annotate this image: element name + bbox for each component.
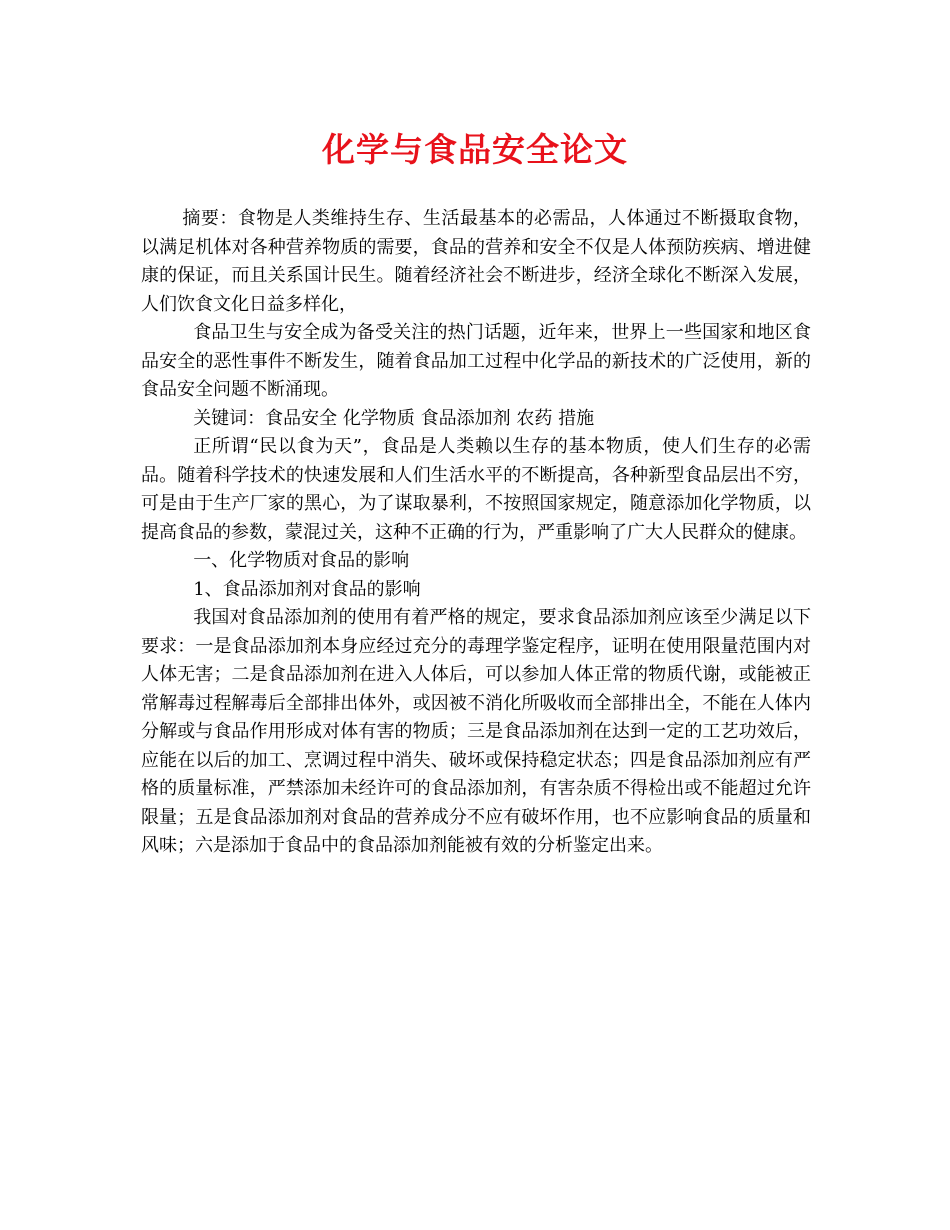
document-body [141,205,811,861]
document-title: 化学与食品安全论文 [322,130,628,169]
body-paragraph: 正所谓“民以食为天”，食品是人类赖以生存的基本物质，使人们生存的必需品。随着科学技术的快速发展和人们生活水平的不断提高，各种新型食品层出不穷，可是由于生产厂家的黑心，为了谋取暴利，不按照国家规定，随意添加化学物质，以提高食品的参数，蒙混过关，这种不正确的行为，严重影响了广大人民群众的健康。 [141,436,811,543]
section-heading: 一、化学物质对食品的影响 [193,550,410,571]
subsection-heading: 1、食品添加剂对食品的影响 [193,578,421,600]
keywords-paragraph: 关键词：食品安全 化学物质 食品添加剂 农药 措施 [193,407,595,429]
body-paragraph: 我国对食品添加剂的使用有着严格的规定，要求食品添加剂应该至少满足以下要求：一是食品添加剂本身应经过充分的毒理学鉴定程序，证明在使用限量范围内对人体无害；二是食品添加剂在进入人体后，可以参加人体正常的物质代谢，或能被正常解毒过程解毒后全部排出体外，或因被不消化所吸收而全部排出全，不能在人体内分解或与食品作用形成对体有害的物质；三是食品添加剂在达到一定的工艺功效后，应能在以后的加工、烹调过程中消失、破坏或保持稳定状态；四是食品添加剂应有严格的质量标准，严禁添加未经许可的食品添加剂，有害杂质不得检出或不能超过允许限量；五是食品添加剂对食品的营养成分不应有破坏作用，也不应影响食品的质量和风味；六是添加于食品中的食品添加剂能被有效的分析鉴定出来。 [141,607,811,856]
body-paragraph: 食品卫生与安全成为备受关注的热门话题，近年来，世界上一些国家和地区食品安全的恶性事件不断发生，随着食品加工过程中化学品的新技术的广泛使用，新的食品安全问题不断涌现。 [141,322,811,400]
abstract-paragraph: 摘要：食物是人类维持生存、生活最基本的必需品，人体通过不断摄取食物，以满足机体对各种营养物质的需要，食品的营养和安全不仅是人体预防疾病、增进健康的保证，而且关系国计民生。随着经济社会不断进步，经济全球化不断深入发展，人们饮食文化日益多样化， [141,208,811,315]
